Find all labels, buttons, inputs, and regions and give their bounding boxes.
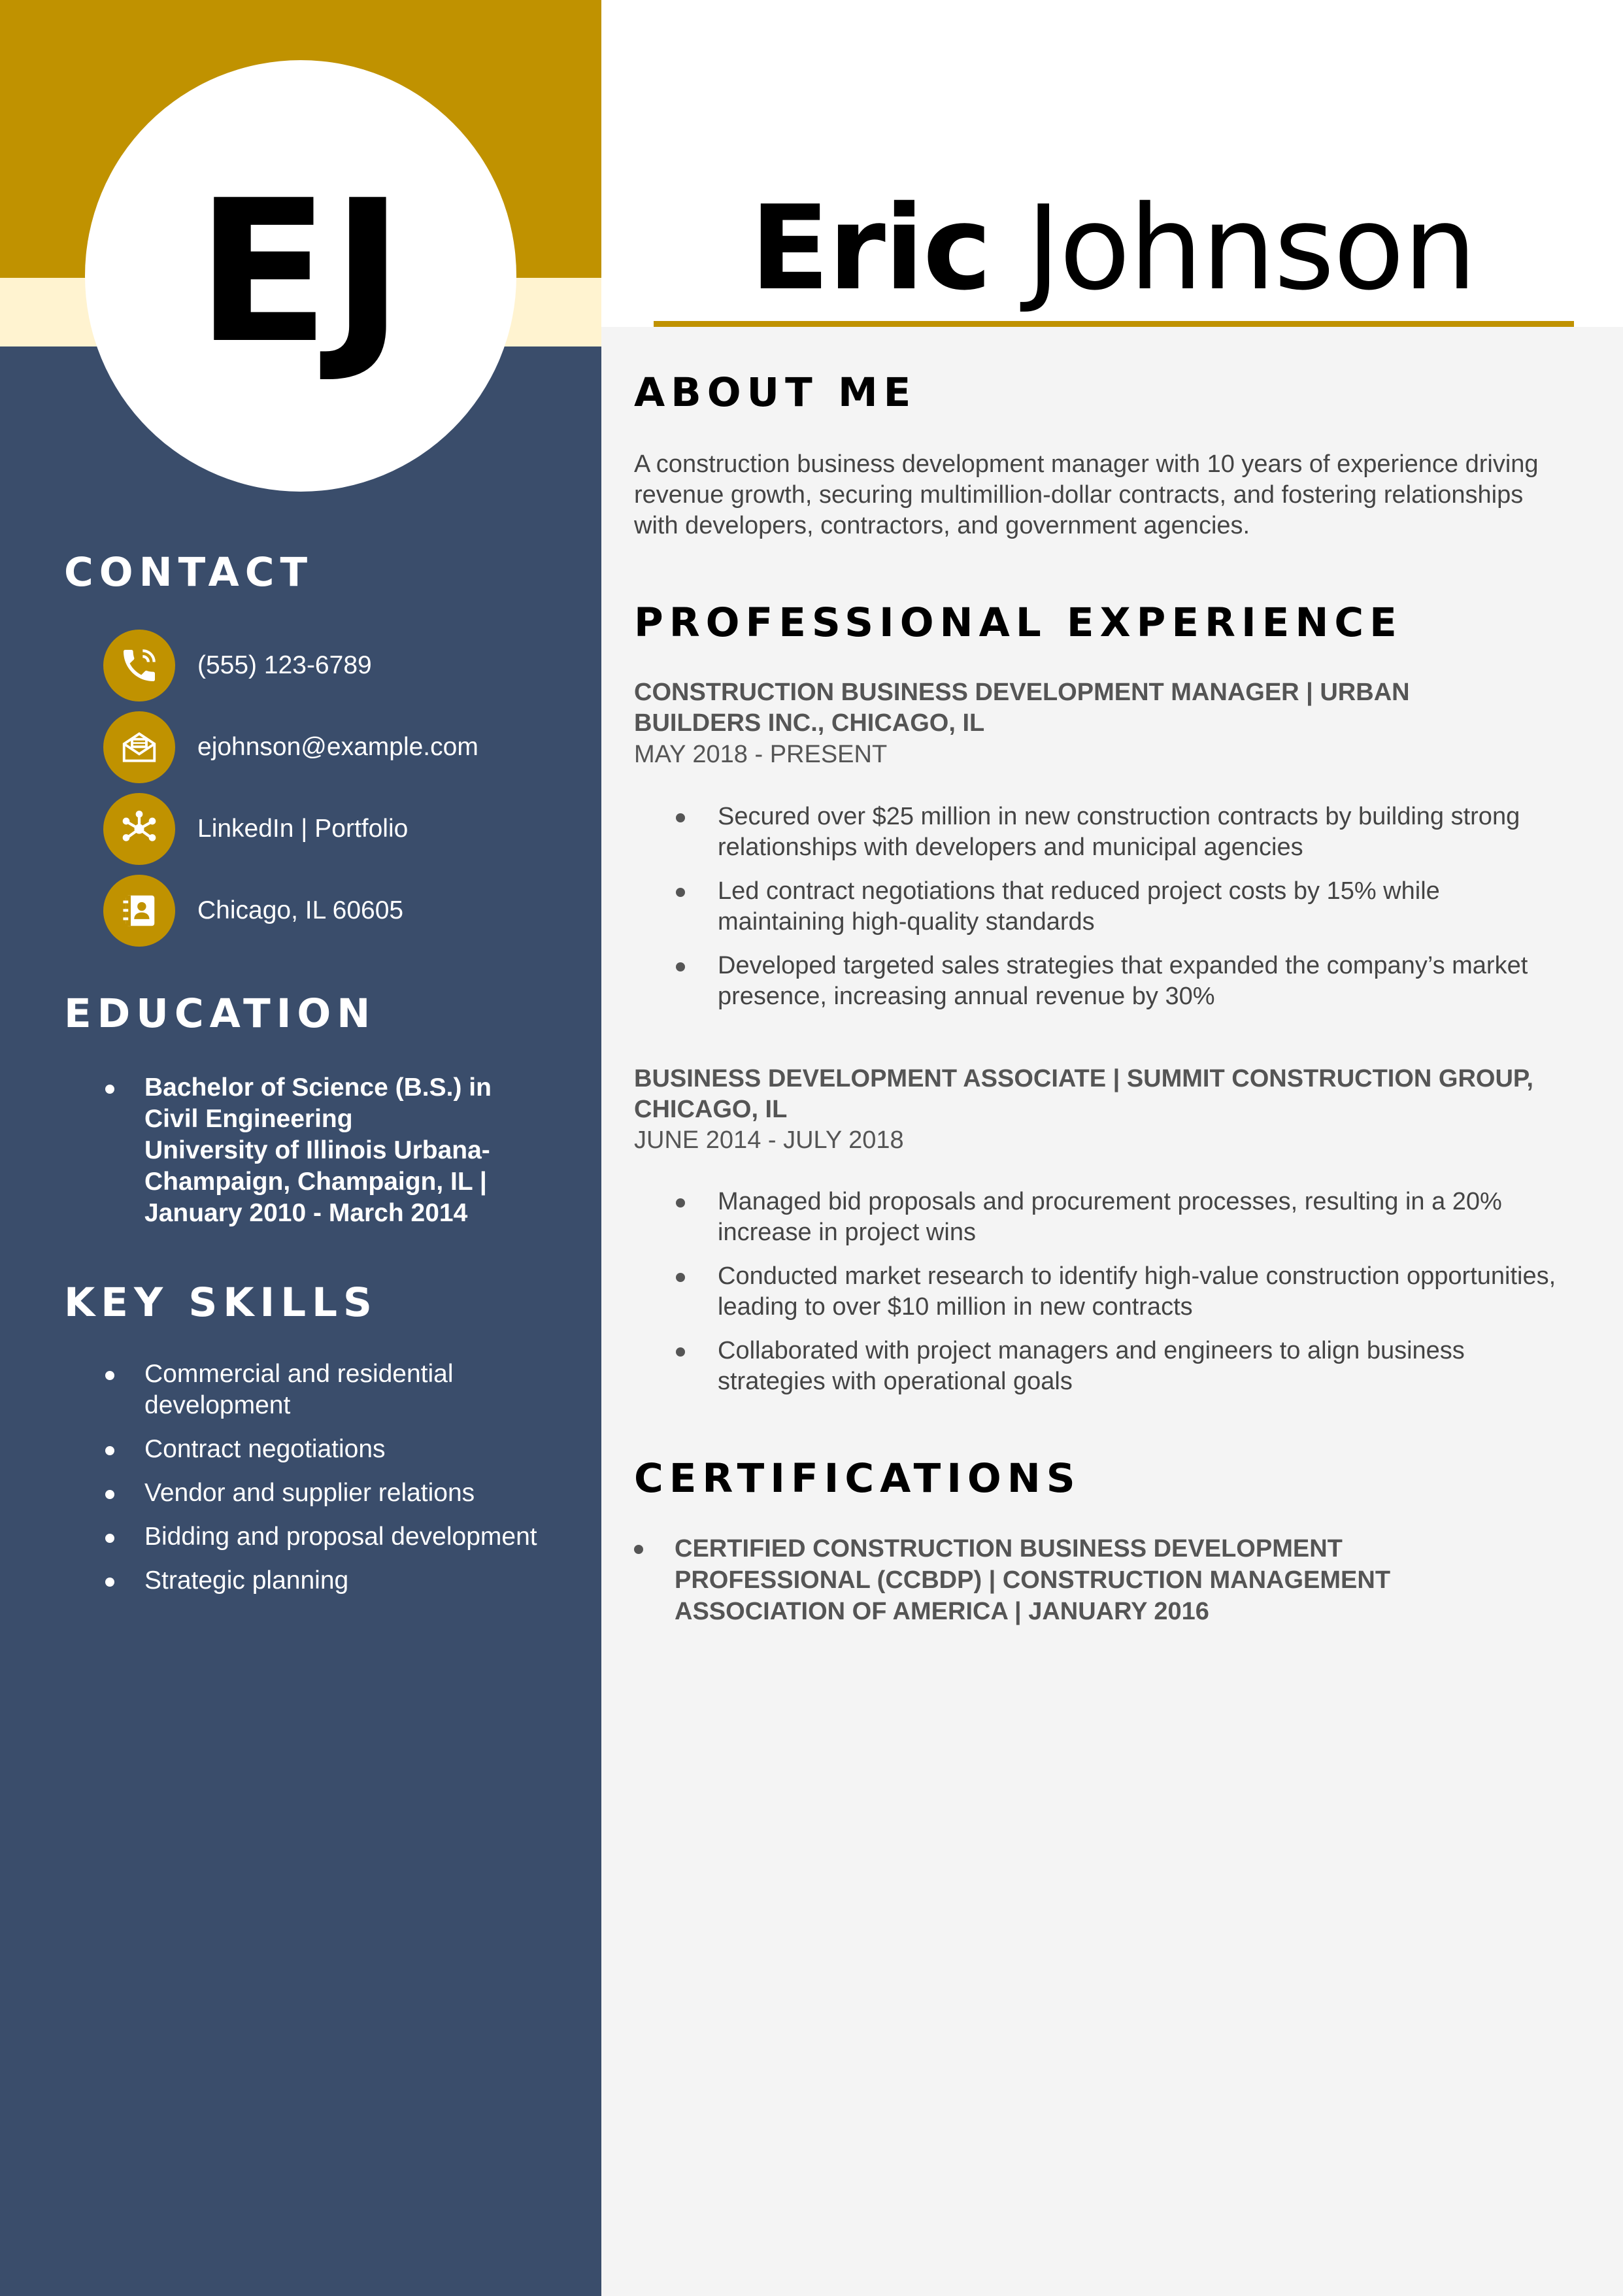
education-degree-line2: Civil Engineering xyxy=(144,1105,353,1133)
job-title xyxy=(634,677,1569,739)
certification-item xyxy=(634,1533,1569,1627)
job-title-line1: CONSTRUCTION BUSINESS DEVELOPMENT MANAGER | URBAN xyxy=(634,679,1410,706)
name-underline xyxy=(654,321,1574,327)
job-bullet: Collaborated with project managers and engineers to align business strategies with operational goals xyxy=(634,1336,1569,1397)
contact-email-text: ejohnson@example.com xyxy=(197,733,478,761)
job-dates: JUNE 2014 - JULY 2018 xyxy=(634,1126,904,1154)
network-icon xyxy=(103,793,175,865)
skill-item: Contract negotiations xyxy=(64,1434,561,1465)
education-item xyxy=(64,1072,561,1229)
education-list xyxy=(64,1072,561,1229)
candidate-name xyxy=(654,180,1572,316)
first-name: Eric xyxy=(750,180,991,316)
certification-line2: PROFESSIONAL (CCBDP) | CONSTRUCTION MANAGEMENT xyxy=(675,1566,1391,1594)
contact-location-text: Chicago, IL 60605 xyxy=(197,896,404,924)
skill-item: Commercial and residential development xyxy=(64,1359,561,1421)
job-bullet: Developed targeted sales strategies that expanded the company’s market presence, increasing annual revenue by 30% xyxy=(634,951,1569,1012)
education-degree-line1: Bachelor of Science (B.S.) in xyxy=(144,1073,492,1102)
education-school-line1: University of Illinois Urbana- xyxy=(144,1136,490,1164)
job-dates: MAY 2018 - PRESENT xyxy=(634,741,888,768)
contact-email[interactable] xyxy=(103,711,478,783)
last-name: Johnson xyxy=(1026,180,1476,316)
skill-item: Strategic planning xyxy=(64,1565,561,1596)
contact-location[interactable] xyxy=(103,875,403,947)
education-heading: EDUCATION xyxy=(64,990,376,1037)
contact-links-text: LinkedIn | Portfolio xyxy=(197,815,409,843)
certifications-heading: CERTIFICATIONS xyxy=(634,1455,1081,1502)
job-bullet: Led contract negotiations that reduced project costs by 15% while maintaining high-quality standards xyxy=(634,876,1569,937)
job-title xyxy=(634,1064,1569,1125)
job-title-line2: CHICAGO, IL xyxy=(634,1096,788,1123)
job-title-line1: BUSINESS DEVELOPMENT ASSOCIATE | SUMMIT CONSTRUCTION GROUP, xyxy=(634,1065,1533,1092)
contact-heading: CONTACT xyxy=(64,549,314,596)
job-bullet: Managed bid proposals and procurement processes, resulting in a 20% increase in project wins xyxy=(634,1187,1569,1248)
certification-line3: ASSOCIATION OF AMERICA | JANUARY 2016 xyxy=(675,1598,1209,1625)
contact-links[interactable] xyxy=(103,793,408,865)
job-bullet: Conducted market research to identify high-value construction opportunities, leading to over $10 million in new contracts xyxy=(634,1261,1569,1323)
contact-phone-text: (555) 123-6789 xyxy=(197,651,372,679)
education-school-line3: January 2010 - March 2014 xyxy=(144,1199,468,1227)
job-title-line2: BUILDERS INC., CHICAGO, IL xyxy=(634,709,985,737)
skill-item: Bidding and proposal development xyxy=(64,1521,561,1553)
address-book-icon xyxy=(103,875,175,947)
contact-phone[interactable] xyxy=(103,630,372,701)
education-school-line2: Champaign, Champaign, IL | xyxy=(144,1168,487,1196)
certification-line1: CERTIFIED CONSTRUCTION BUSINESS DEVELOPMENT xyxy=(675,1535,1343,1562)
experience-heading: PROFESSIONAL EXPERIENCE xyxy=(634,599,1403,646)
job-bullet: Secured over $25 million in new construction contracts by building strong relationships with developers and municipal agencies xyxy=(634,802,1569,863)
skills-heading: KEY SKILLS xyxy=(64,1279,378,1326)
job-bullets xyxy=(634,802,1569,1025)
skill-item: Vendor and supplier relations xyxy=(64,1477,561,1509)
about-text: A construction business development manager with 10 years of experience driving revenue growth, securing multimillion-dollar contracts, and fostering relationships with developers, contractors, and government agencies. xyxy=(634,450,1539,539)
monogram-circle xyxy=(85,60,516,492)
about-heading: ABOUT ME xyxy=(634,369,917,416)
email-icon xyxy=(103,711,175,783)
skills-list xyxy=(64,1359,561,1609)
certifications-list xyxy=(634,1533,1569,1627)
monogram-initials: EJ xyxy=(195,158,406,386)
phone-icon xyxy=(103,630,175,701)
job-bullets xyxy=(634,1187,1569,1410)
